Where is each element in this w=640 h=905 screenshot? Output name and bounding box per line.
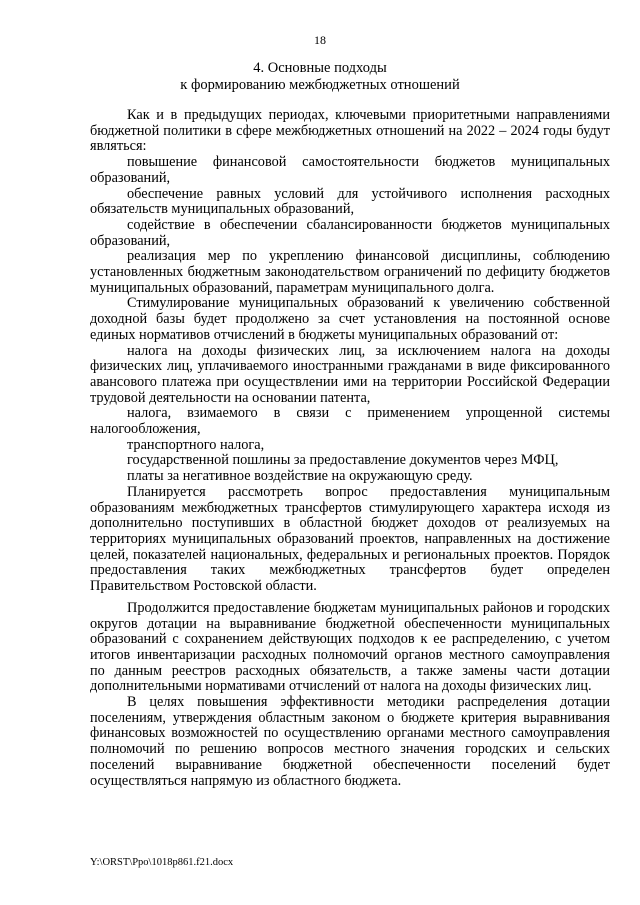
paragraph: Продолжится предоставление бюджетам муниципальных районов и городских округов дотации на выравнивание бюджетной обеспеченности муниципальных образований с сохранением действующих подходов к ее распределению, с учетом итогов инвентаризации расходных полномочий органов местного самоуправления по данным реестров расходных обязательств, а также замены части дотации дополнительными нормативами отчислений от налога на доходы физических лиц. [90, 599, 610, 695]
paragraph: налога на доходы физических лиц, за исключением налога на доходы физических лиц, уплачиваемого иностранными гражданами в виде фиксированного авансового платежа при осуществлении ими на территории Российской Федерации трудовой деятельности на основании патента, [90, 342, 610, 406]
document-body [90, 108, 610, 789]
paragraph: Планируется рассмотреть вопрос предоставления муниципальным образованиям межбюджетных трансфертов стимулирующего характера исходя из дополнительно поступивших в областной бюджет доходов от реализуемых на территориях муниципальных образований проектов, направленных на достижение целей, показателей национальных, федеральных и региональных проектов. Порядок предоставления таких межбюджетных трансфертов будет определен Правительством Ростовской области. [90, 483, 610, 595]
paragraph: налога, взимаемого в связи с применением упрощенной системы налогообложения, [90, 405, 610, 438]
section-heading-line-1: 4. Основные подходы [253, 60, 387, 76]
paragraph: Как и в предыдущих периодах, ключевыми приоритетными направлениями бюджетной политики в сфере межбюджетных отношений на 2022 – 2024 годы будут являться: [90, 107, 610, 155]
paragraph: платы за негативное воздействие на окружающую среду. [127, 468, 473, 485]
section-heading-line-2: к формированию межбюджетных отношений [180, 77, 460, 93]
paragraph: содействие в обеспечении сбалансированности бюджетов муниципальных образований, [90, 216, 610, 249]
file-path-footer: Y:\ORST\Ppo\1018p861.f21.docx [90, 857, 234, 868]
paragraph: реализация мер по укреплению финансовой дисциплины, соблюдению установленных бюджетным законодательством ограничений по дефициту бюджетов муниципальных образований, параметрам муниципального долга. [90, 248, 610, 296]
paragraph: обеспечение равных условий для устойчивого исполнения расходных обязательств муниципальных образований, [90, 185, 610, 218]
paragraph: транспортного налога, [127, 436, 265, 453]
paragraph: государственной пошлины за предоставление документов через МФЦ, [127, 452, 559, 469]
paragraph: Стимулирование муниципальных образований к увеличению собственной доходной базы будет продолжено за счет установления на постоянной основе единых нормативов отчислений в бюджеты муниципальных образований от: [90, 295, 610, 343]
section-heading [0, 60, 640, 94]
paragraph: В целях повышения эффективности методики распределения дотации поселениям, утверждения областным законом о бюджете критерия выравнивания финансовых возможностей по осуществлению органами местного самоуправления полномочий по решению вопросов местного значения городских и сельских поселений выравнивание бюджетной обеспеченности поселений будет осуществляться напрямую из областного бюджета. [90, 694, 610, 789]
paragraph: повышение финансовой самостоятельности бюджетов муниципальных образований, [90, 154, 610, 186]
page-number: 18 [314, 33, 326, 47]
